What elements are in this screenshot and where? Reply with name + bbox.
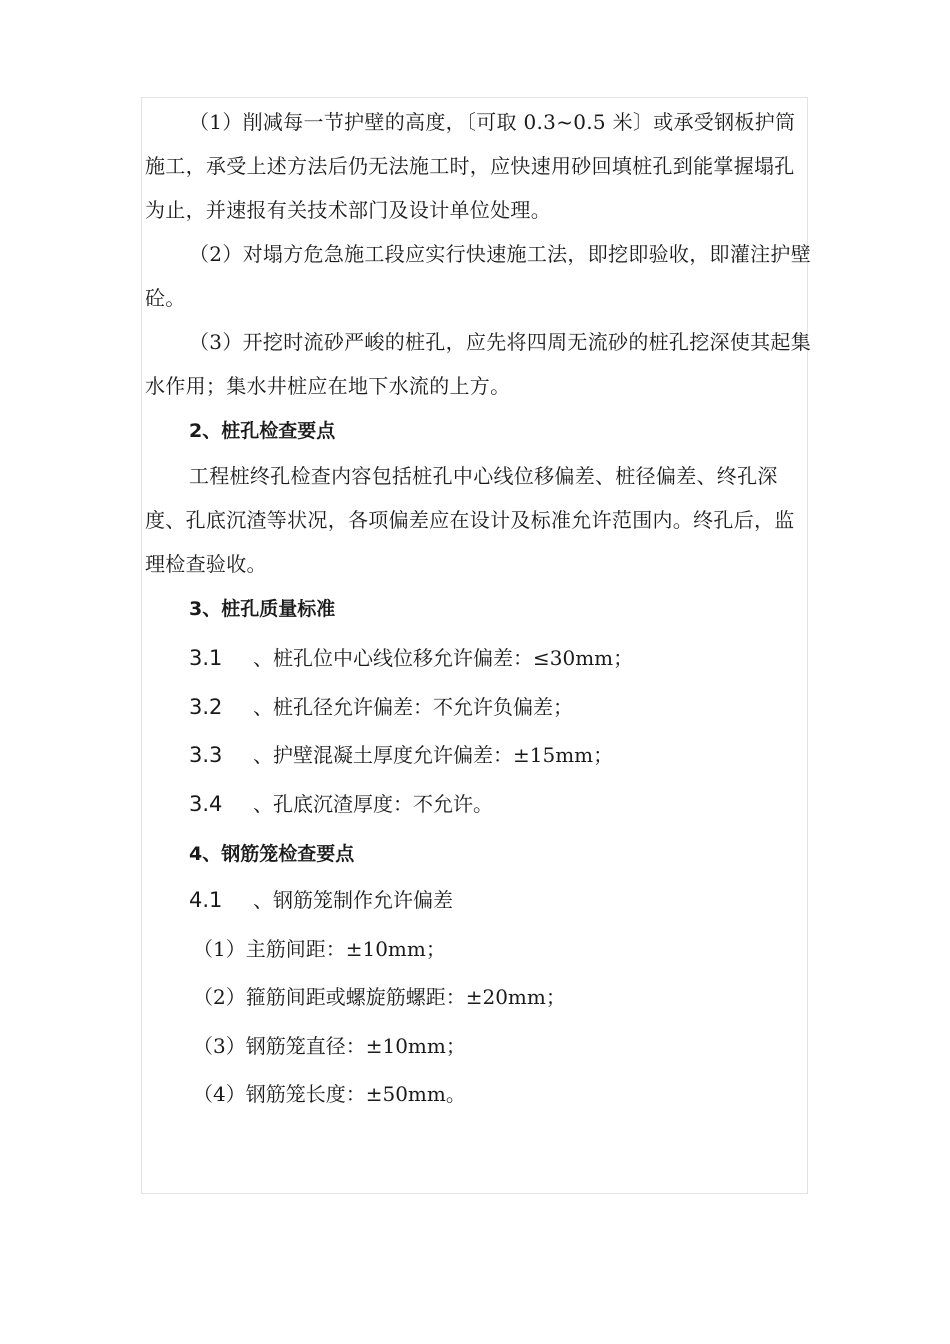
paragraph-2: （2）对塌方危急施工段应实行快速施工法，即挖即验收，即灌注护壁砼。 (145, 242, 812, 310)
paragraph-4: 工程桩终孔检查内容包括桩孔中心线位移偏差、桩径偏差、终孔深度、孔底沉渣等状况，各项偏差应在设计及标准允许范围内。终孔后，监理检查验收。 (145, 464, 795, 576)
item-text: 、护壁混凝土厚度允许偏差：±15mm； (253, 743, 614, 767)
document-body (145, 100, 813, 1119)
list-item (145, 731, 813, 780)
paragraph-1: （1）削减每一节护壁的高度，〔可取 0.3~0.5 米〕或承受钢板护筒施工，承受上述方法后仍无法施工时，应快速用砂回填桩孔到能掌握塌孔为止，并速报有关技术部门及设计单位处理。 (145, 110, 796, 222)
list-item: （3）钢筋笼直径：±10mm； (193, 1033, 466, 1058)
list-item: （1）主筋间距：±10mm； (193, 936, 446, 961)
item-text: 、孔底沉渣厚度：不允许。 (253, 791, 493, 816)
item-text: 、桩孔位中心线位移允许偏差：≤30mm； (253, 646, 634, 670)
subsection-text: 、钢筋笼制作允许偏差 (253, 888, 453, 912)
subsection-number: 4.1 (189, 888, 223, 912)
section-heading-4: 4、钢筋笼检查要点 (189, 843, 355, 865)
item-number: 3.4 (189, 791, 223, 816)
subsection-heading (145, 876, 813, 925)
list-item: （2）箍筋间距或螺旋筋螺距：±20mm； (193, 985, 566, 1009)
quality-standard-list (145, 634, 813, 828)
paragraph-3: （3）开挖时流砂严峻的桩孔，应先将四周无流砂的桩孔挖深使其起集水作用；集水井桩应在地下水流的上方。 (145, 330, 812, 398)
rebar-tolerance-list (145, 925, 813, 1119)
section-heading-2: 2、桩孔检查要点 (189, 420, 336, 442)
item-number: 3.2 (189, 694, 223, 719)
section-heading-3: 3、桩孔质量标准 (189, 598, 336, 620)
list-item (145, 634, 813, 683)
list-item (145, 780, 813, 829)
item-text: 、桩孔径允许偏差：不允许负偏差； (253, 694, 573, 719)
list-item (145, 683, 813, 732)
item-number: 3.1 (189, 646, 223, 670)
item-number: 3.3 (189, 743, 223, 767)
list-item: （4）钢筋笼长度：±50mm。 (193, 1082, 466, 1106)
